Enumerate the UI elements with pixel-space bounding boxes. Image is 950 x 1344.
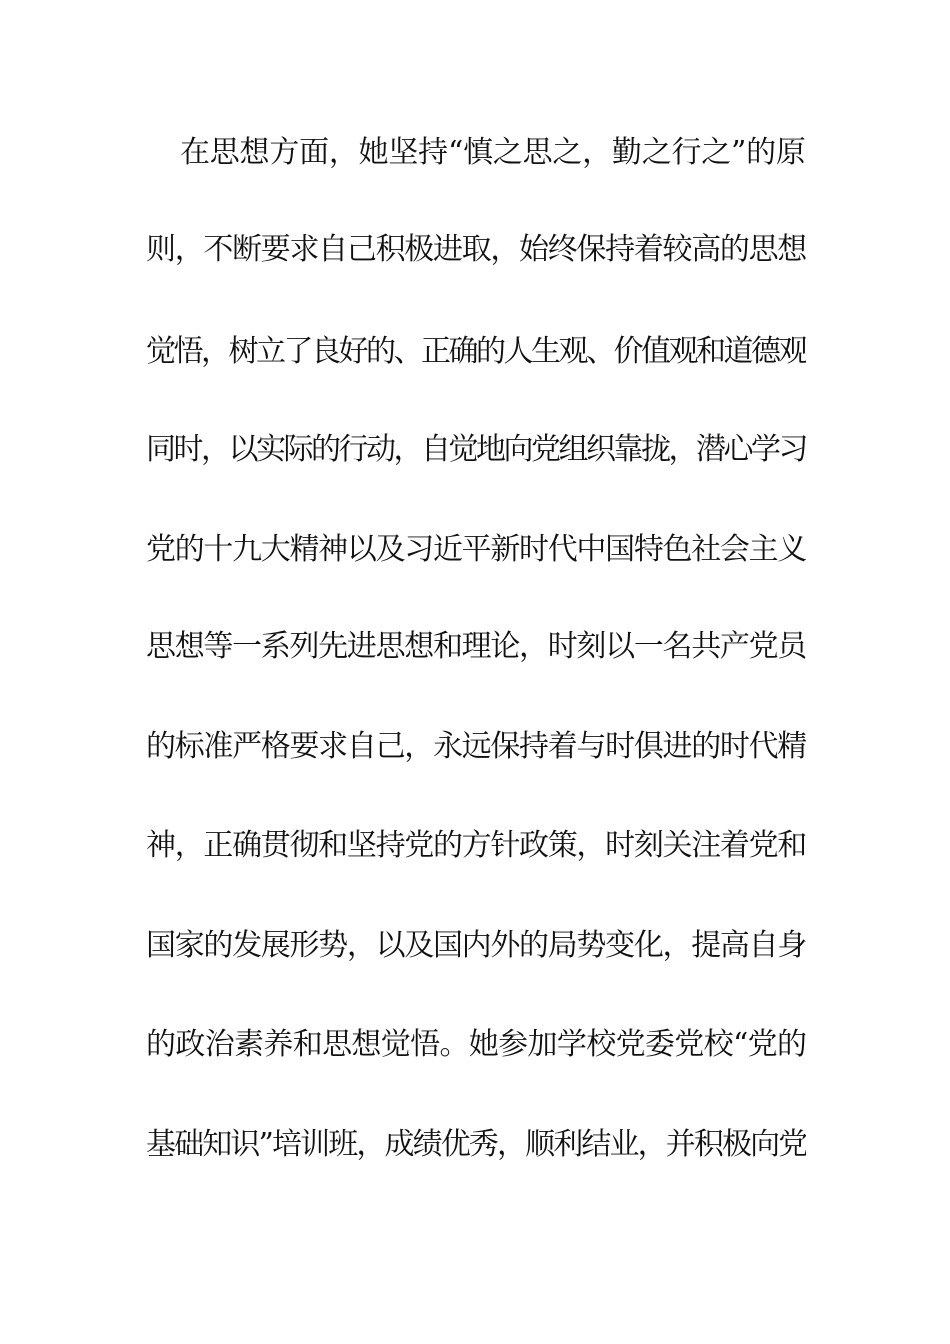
paragraph-line-4: 同时，以实际的行动，自觉地向党组织靠拢，潜心学习 [146,432,806,467]
paragraph-line-10: 的政治素养和思想觉悟。她参加学校党委党校“党的 [146,1027,806,1062]
paragraph-line-3: 觉悟，树立了良好的、正确的人生观、价值观和道德观 [146,334,806,369]
paragraph-line-11: 基础知识”培训班，成绩优秀，顺利结业，并积极向党 [146,1127,806,1162]
paragraph-line-6: 思想等一系列先进思想和理论，时刻以一名共产党员 [146,629,806,664]
paragraph-line-8: 神，正确贯彻和坚持党的方针政策，时刻关注着党和 [146,828,806,863]
paragraph-line-1: 在思想方面，她坚持“慎之思之，勤之行之”的原 [180,135,806,170]
paragraph-line-9: 国家的发展形势，以及国内外的局势变化，提高自身 [146,928,806,963]
paragraph-line-5: 党的十九大精神以及习近平新时代中国特色社会主义 [146,532,806,567]
paragraph-line-2: 则，不断要求自己积极进取，始终保持着较高的思想 [146,232,806,267]
paragraph-line-7: 的标准严格要求自己，永远保持着与时俱进的时代精 [146,729,806,764]
